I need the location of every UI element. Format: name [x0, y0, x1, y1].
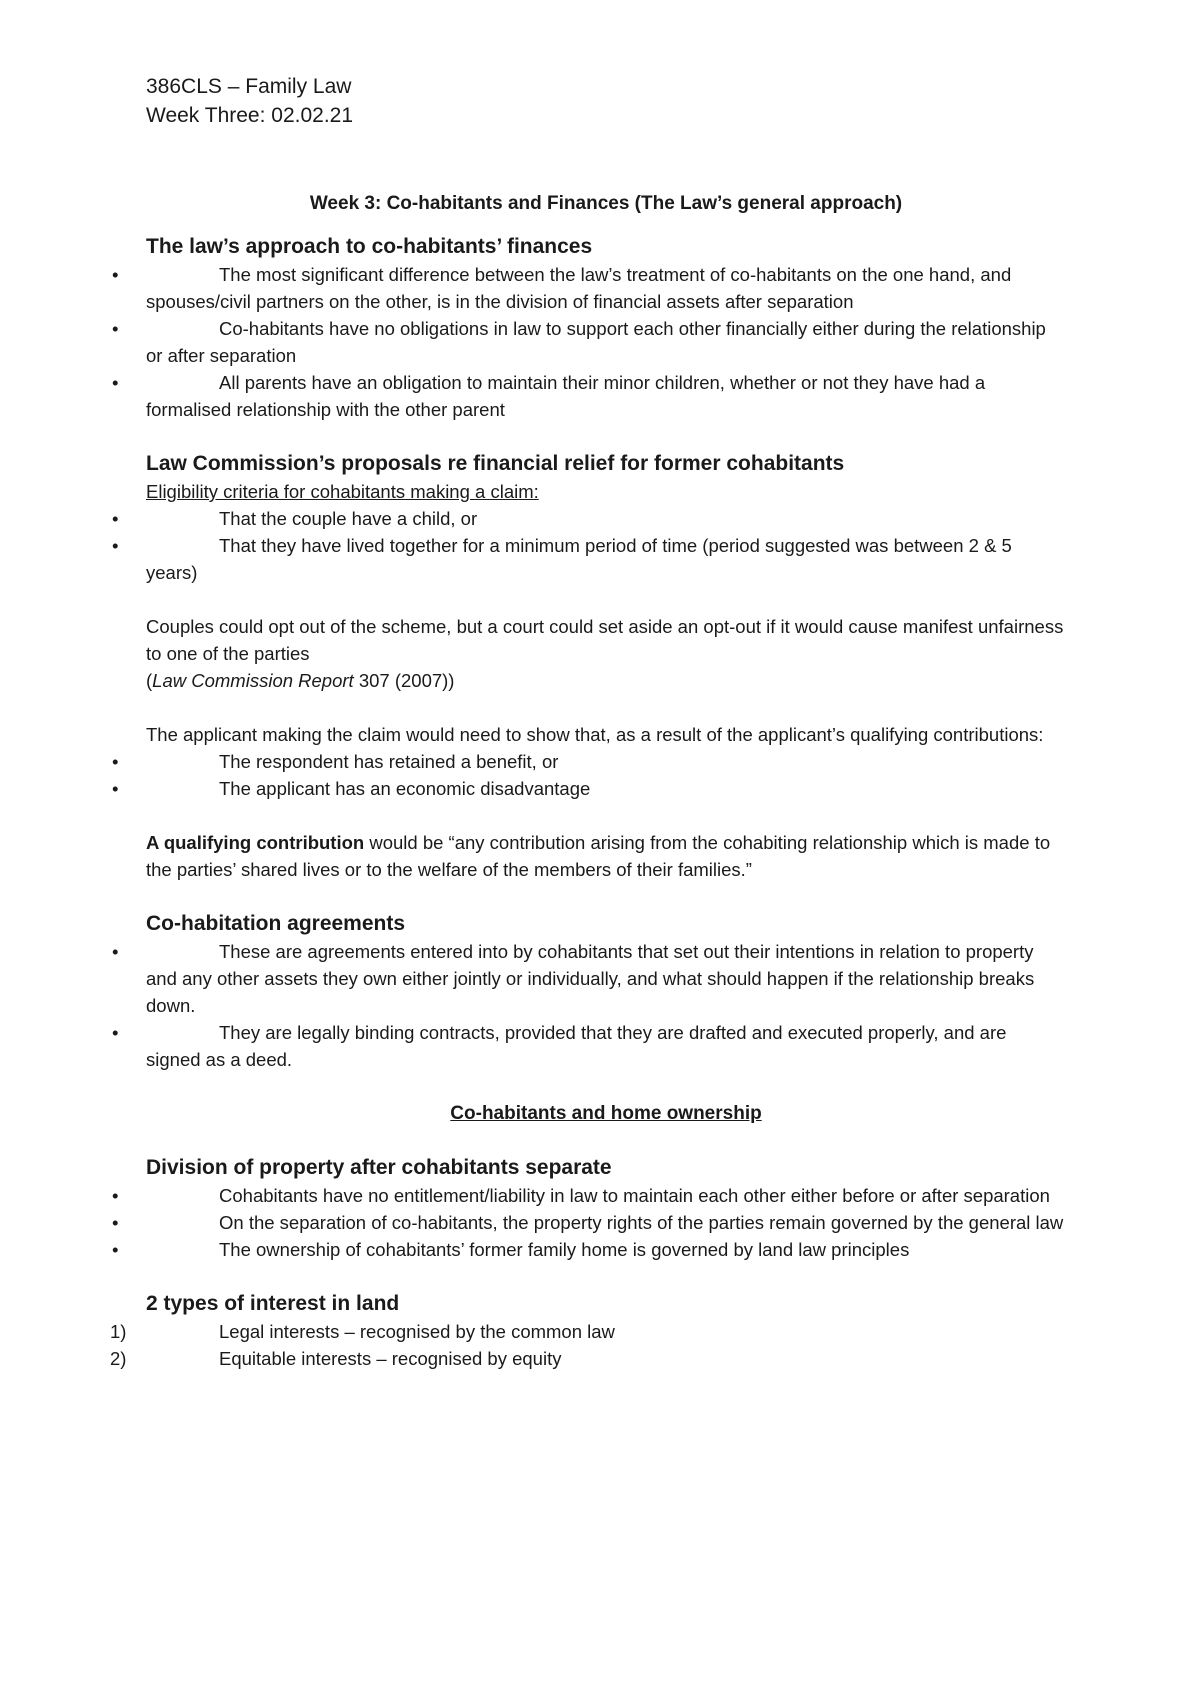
qualifying-contribution-paragraph: A qualifying contribution would be “any contribution arising from the cohabiting relationship which is made to the parties’ shared lives or to the welfare of the members of their families.” — [146, 832, 1051, 880]
list-item: • That the couple have a child, or — [146, 505, 1066, 532]
list-item: • The respondent has retained a benefit, or — [146, 748, 1066, 775]
bullet-icon: • — [112, 508, 119, 529]
list-item: • The most significant difference between the law’s treatment of co-habitants on the one hand, and spouses/civil partners on the other, is in the division of financial assets after separation — [146, 261, 1066, 315]
division-list — [112, 1182, 1066, 1263]
bullet-icon: • — [112, 778, 119, 799]
section-title-home-ownership: Co-habitants and home ownership — [450, 1103, 762, 1124]
bullet-icon: • — [112, 1022, 119, 1043]
bullet-icon: • — [112, 535, 119, 556]
list-item: • Co-habitants have no obligations in law to support each other financially either during the relationship or after separation — [146, 315, 1066, 369]
bullet-icon: • — [112, 372, 119, 393]
list-item: • These are agreements entered into by cohabitants that set out their intentions in relation to property and any other assets they own either jointly or individually, and what should happen if the relationship breaks down. — [146, 938, 1066, 1019]
list-number: 2) — [110, 1348, 127, 1369]
finances-list — [112, 261, 1066, 423]
list-item: 1) Legal interests – recognised by the common law — [146, 1318, 1066, 1345]
bullet-icon: • — [112, 1212, 119, 1233]
bullet-icon: • — [112, 751, 119, 772]
bullet-icon: • — [112, 1239, 119, 1260]
document-body — [110, 72, 1066, 1372]
list-item: • All parents have an obligation to maintain their minor children, whether or not they have had a formalised relationship with the other parent — [146, 369, 1066, 423]
section-heading-interest-in-land: 2 types of interest in land — [146, 1292, 400, 1315]
contribution-list — [112, 748, 1066, 802]
bullet-icon: • — [112, 264, 119, 285]
list-item: • On the separation of co-habitants, the property rights of the parties remain governed by the general law — [146, 1209, 1066, 1236]
opt-out-paragraph: Couples could opt out of the scheme, but a court could set aside an opt-out if it would cause manifest unfairness to one of the parties — [146, 616, 1064, 664]
list-number: 1) — [110, 1321, 127, 1342]
list-item: • Cohabitants have no entitlement/liability in law to maintain each other either before or after separation — [146, 1182, 1066, 1209]
list-item: • The applicant has an economic disadvantage — [146, 775, 1066, 802]
list-item: • They are legally binding contracts, provided that they are drafted and executed properly, and are signed as a deed. — [146, 1019, 1066, 1073]
list-item: 2) Equitable interests – recognised by equity — [146, 1345, 1066, 1372]
citation: (Law Commission Report 307 (2007)) — [146, 670, 455, 691]
bullet-icon: • — [112, 318, 119, 339]
week-date: Week Three: 02.02.21 — [146, 104, 354, 127]
agreements-list — [112, 938, 1066, 1073]
page-title: Week 3: Co-habitants and Finances (The Law’s general approach) — [309, 193, 903, 214]
section-heading-finances: The law’s approach to co-habitants’ finances — [146, 235, 593, 258]
applicant-paragraph: The applicant making the claim would need to show that, as a result of the applicant’s qualifying contributions: — [146, 724, 1044, 745]
list-item: • That they have lived together for a minimum period of time (period suggested was between 2 & 5 years) — [146, 532, 1066, 586]
course-title: 386CLS – Family Law — [146, 75, 352, 98]
section-heading-division: Division of property after cohabitants separate — [146, 1156, 612, 1179]
eligibility-subheading: Eligibility criteria for cohabitants making a claim: — [146, 481, 539, 502]
section-heading-agreements: Co-habitation agreements — [146, 912, 406, 935]
section-heading-law-commission: Law Commission’s proposals re financial relief for former cohabitants — [146, 452, 845, 475]
bullet-icon: • — [112, 941, 119, 962]
bullet-icon: • — [112, 1185, 119, 1206]
eligibility-list — [112, 505, 1066, 586]
list-item: • The ownership of cohabitants’ former family home is governed by land law principles — [146, 1236, 1066, 1263]
interest-list — [110, 1318, 1066, 1372]
